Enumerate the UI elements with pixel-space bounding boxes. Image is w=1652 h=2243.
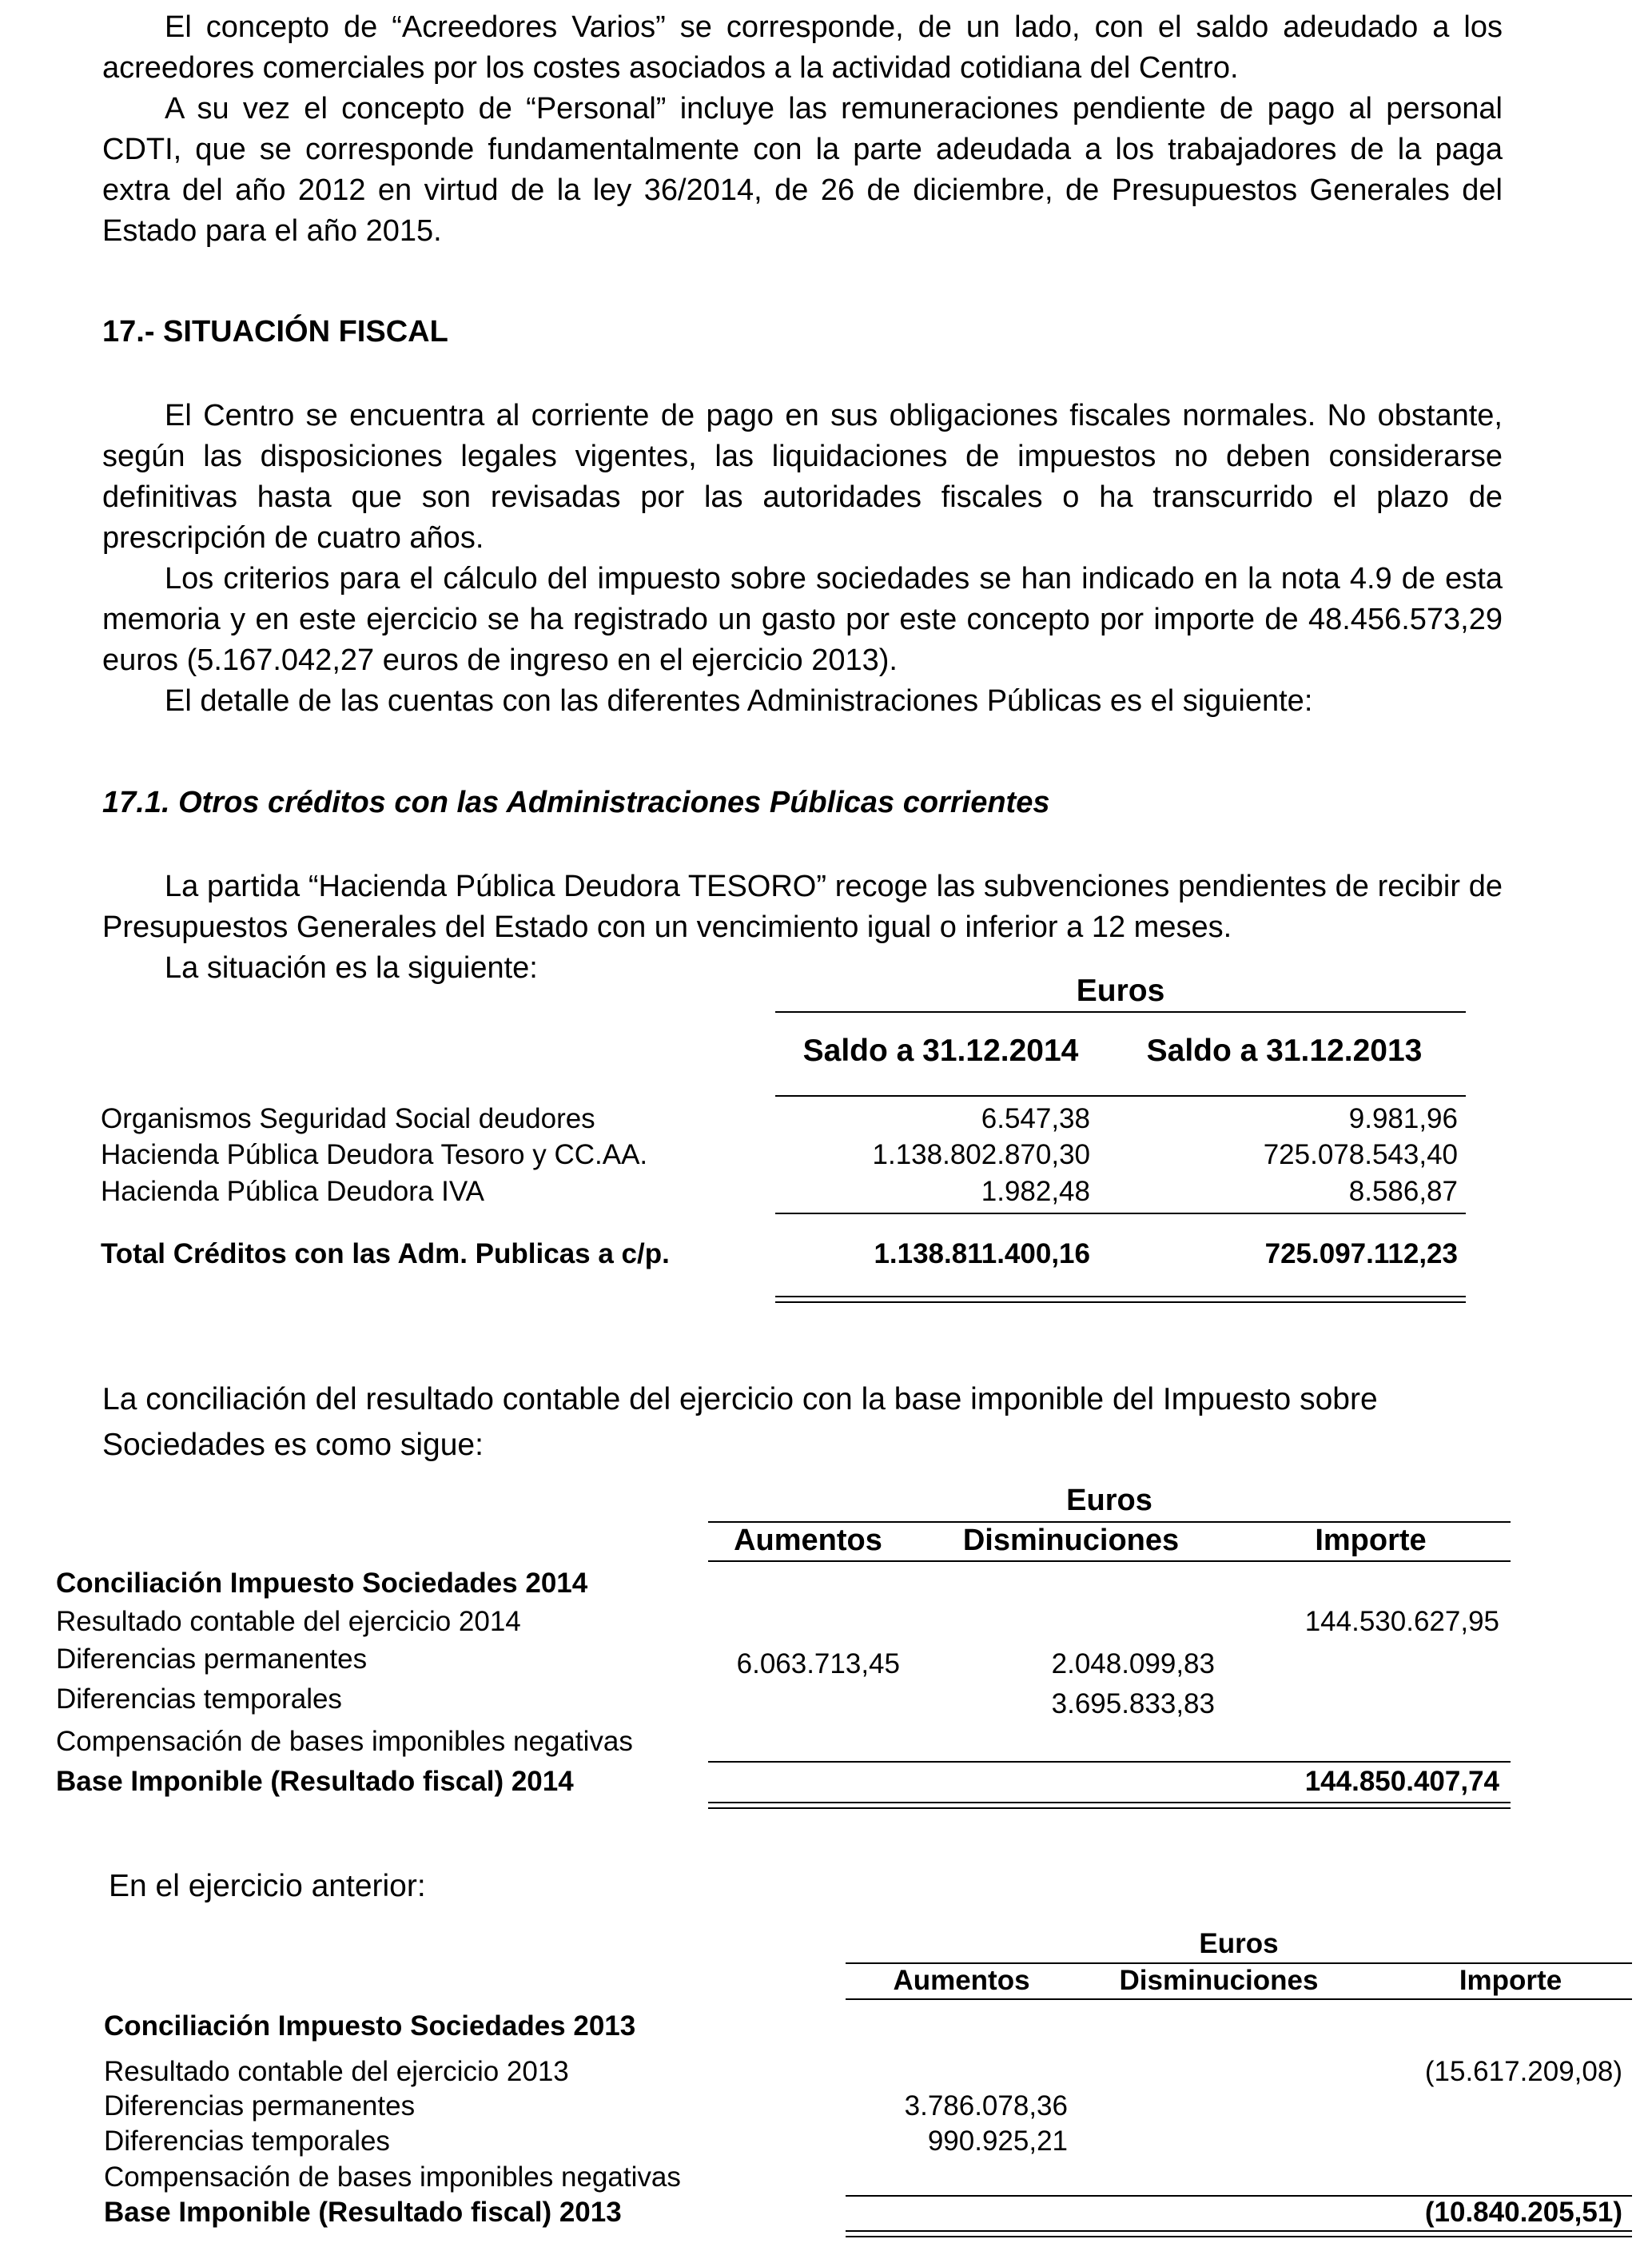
conciliacion-text: La conciliación del resultado contable del ejercicio con la base imponible del Impuesto sobre Sociedades es como sigue: [102, 1382, 1378, 1462]
table3-col-aumentos: Aumentos [893, 1965, 1030, 1996]
table2-title: Conciliación Impuesto Sociedades 2014 [56, 1568, 588, 1599]
row-label: Resultado contable del ejercicio 2014 [56, 1606, 521, 1637]
table1-euros-header: Euros [1076, 974, 1165, 1008]
value-2014: 6.547,38 [981, 1103, 1090, 1134]
value-2013: 8.586,87 [1348, 1176, 1458, 1207]
paragraph-acreedores: El concepto de “Acreedores Varios” se corresponde, de un lado, con el saldo adeudado a los acreedores comerciales por los costes asociados a la actividad cotidiana del Centro. [102, 10, 1503, 85]
table2-rule [708, 1761, 1511, 1763]
value-aumentos: 990.925,21 [927, 2125, 1068, 2157]
value-2013: 9.981,96 [1348, 1103, 1458, 1134]
table1-col-2014: Saldo a 31.12.2014 [802, 1034, 1079, 1068]
table2-double-rule [708, 1802, 1511, 1809]
value-aumentos: 6.063.713,45 [736, 1648, 900, 1679]
paragraph-ejercicio-anterior: En el ejercicio anterior: [109, 1869, 426, 1903]
paragraph-conciliacion [102, 1376, 1477, 1468]
value-disminuciones: 3.695.833,83 [1051, 1688, 1215, 1719]
paragraph-personal: A su vez el concepto de “Personal” incluye las remuneraciones pendiente de pago al personal CDTI, que se corresponde fundamentalmente con la parte adeudada a los trabajadores de la paga extra del año 2012 en virtud de la ley 36/2014, de 26 de diciembre, de Presupuestos Generales del Estado para el año 2015. [102, 92, 1503, 248]
table3-title: Conciliación Impuesto Sociedades 2013 [104, 2010, 636, 2042]
table1-rule [775, 1011, 1466, 1013]
paragraph-la-situacion: La situación es la siguiente: [165, 951, 538, 985]
value-2014: 1.138.802.870,30 [872, 1139, 1090, 1170]
total-importe: (10.840.205,51) [1424, 2197, 1622, 2228]
table1-rule [775, 1095, 1466, 1097]
row-label: Diferencias temporales [104, 2125, 390, 2157]
table1-double-rule [775, 1296, 1466, 1303]
table3-double-rule [846, 2230, 1632, 2237]
row-label: Hacienda Pública Deudora IVA [101, 1176, 484, 1207]
paragraph-detalle: El detalle de las cuentas con las diferentes Administraciones Públicas es el siguiente: [165, 684, 1313, 718]
total-label: Total Créditos con las Adm. Publicas a c/p. [101, 1238, 670, 1269]
value-aumentos: 3.786.078,36 [904, 2090, 1068, 2121]
table2-col-disminuciones: Disminuciones [962, 1524, 1180, 1557]
table2-euros-header: Euros [1066, 1484, 1152, 1517]
row-label: Resultado contable del ejercicio 2013 [104, 2056, 569, 2087]
subsection-heading: 17.1. Otros créditos con las Administraciones Públicas corrientes [102, 786, 1050, 819]
paragraph-criterios: Los criterios para el cálculo del impuesto sobre sociedades se han indicado en la nota 4.9 de esta memoria y en este ejercicio se ha registrado un gasto por este concepto por importe de 48.456.573,29 euros (5.167.042,27 euros de ingreso en el ejercicio 2013). [102, 562, 1503, 677]
table2-rule [708, 1521, 1511, 1523]
value-importe: 144.530.627,95 [1304, 1606, 1499, 1637]
table3-col-importe: Importe [1459, 1965, 1562, 1996]
total-2013: 725.097.112,23 [1264, 1238, 1458, 1269]
total-importe: 144.850.407,74 [1304, 1766, 1499, 1797]
table3-rule [846, 1962, 1632, 1964]
table3-rule [846, 1998, 1632, 2000]
table1-col-2013: Saldo a 31.12.2013 [1146, 1034, 1423, 1068]
row-label: Compensación de bases imponibles negativas [104, 2161, 681, 2193]
row-label: Hacienda Pública Deudora Tesoro y CC.AA. [101, 1139, 648, 1170]
row-label: Organismos Seguridad Social deudores [101, 1103, 595, 1134]
value-2014: 1.982,48 [981, 1176, 1090, 1207]
table2-col-aumentos: Aumentos [734, 1524, 882, 1557]
row-label: Diferencias permanentes [104, 2090, 416, 2121]
table1-rule [775, 1213, 1466, 1214]
table3-euros-header: Euros [1199, 1928, 1279, 1959]
row-label: Compensación de bases imponibles negativas [56, 1726, 633, 1757]
total-2014: 1.138.811.400,16 [874, 1238, 1090, 1269]
total-label: Base Imponible (Resultado fiscal) 2013 [104, 2197, 622, 2228]
row-label: Diferencias permanentes [56, 1643, 368, 1675]
section-heading: 17.- SITUACIÓN FISCAL [102, 315, 448, 349]
table2-col-importe: Importe [1315, 1524, 1427, 1557]
value-disminuciones: 2.048.099,83 [1051, 1648, 1215, 1679]
paragraph-hacienda: La partida “Hacienda Pública Deudora TESORO” recoge las subvenciones pendientes de recibir de Presupuestos Generales del Estado con un vencimiento igual o inferior a 12 meses. [102, 870, 1503, 944]
table2-rule [708, 1560, 1511, 1562]
row-label: Diferencias temporales [56, 1683, 342, 1715]
paragraph-situacion: El Centro se encuentra al corriente de pago en sus obligaciones fiscales normales. No obstante, según las disposiciones legales vigentes, las liquidaciones de impuestos no deben considerarse definitivas hasta que son revisadas por las autoridades fiscales o ha transcurrido el plazo de prescripción de cuatro años. [102, 399, 1503, 555]
value-importe: (15.617.209,08) [1424, 2056, 1622, 2087]
table3-col-disminuciones: Disminuciones [1119, 1965, 1319, 1996]
value-2013: 725.078.543,40 [1263, 1139, 1458, 1170]
total-label: Base Imponible (Resultado fiscal) 2014 [56, 1766, 574, 1797]
